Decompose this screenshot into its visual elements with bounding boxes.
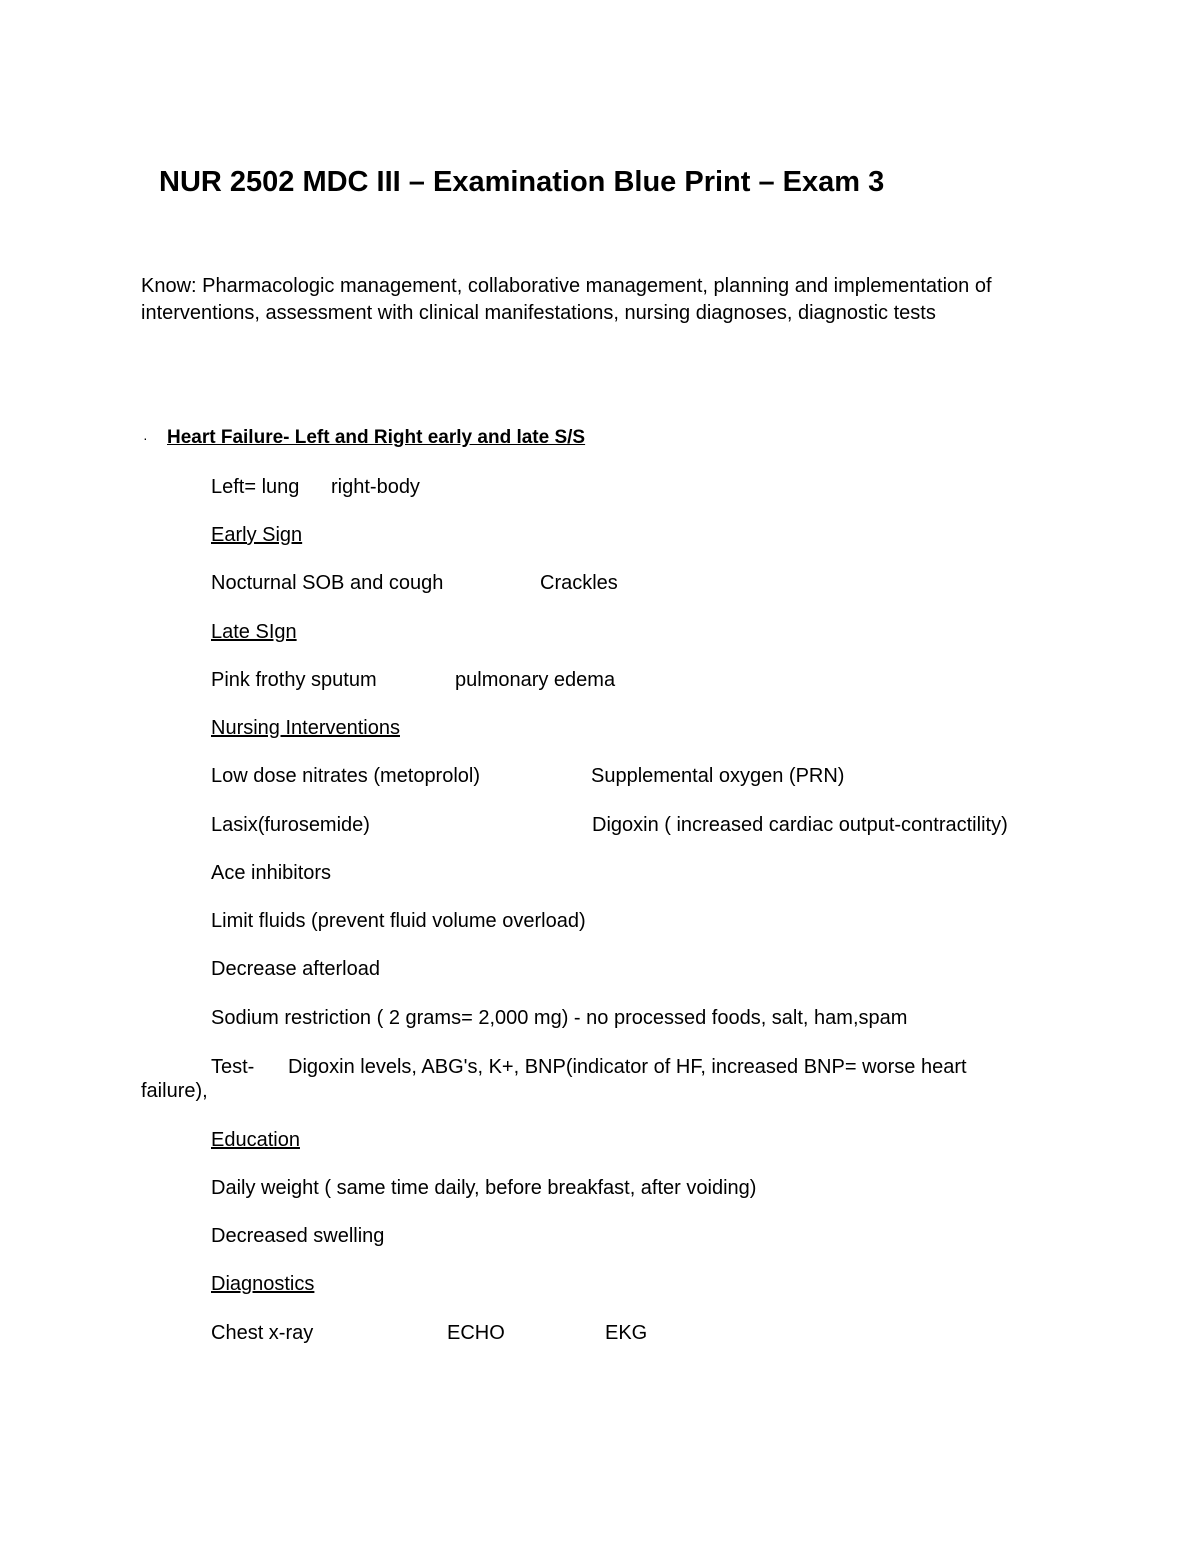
- intervention-item: Decrease afterload: [211, 958, 380, 980]
- intervention-item: Low dose nitrates (metoprolol): [211, 765, 481, 787]
- test-text-wrap: failure),: [141, 1080, 208, 1102]
- left-lung-text: Left= lung: [211, 476, 300, 498]
- early-sign-heading: Early Sign: [211, 524, 303, 546]
- intervention-item: Lasix(furosemide): [211, 814, 370, 836]
- nursing-interventions-heading: Nursing Interventions: [211, 717, 400, 739]
- section-heading: Heart Failure- Left and Right early and late S/S: [167, 427, 586, 448]
- test-label: Test-: [211, 1056, 255, 1078]
- intervention-item: Digoxin ( increased cardiac output-contractility): [592, 814, 1008, 836]
- diagnostic-item: ECHO: [447, 1322, 505, 1344]
- bullet-icon: ·: [143, 430, 148, 446]
- education-heading: Education: [211, 1129, 300, 1151]
- know-paragraph: Know: Pharmacologic management, collaborative management, planning and implementation of interventions, assessment with clinical manifestations, nursing diagnoses, diagnostic tests: [141, 275, 992, 324]
- intervention-item: Ace inhibitors: [211, 862, 332, 884]
- education-item: Decreased swelling: [211, 1225, 385, 1247]
- early-sign-item: Crackles: [540, 572, 618, 594]
- late-sign-item: Pink frothy sputum: [211, 669, 377, 691]
- late-sign-heading: Late SIgn: [211, 621, 297, 643]
- intervention-item: Supplemental oxygen (PRN): [591, 765, 845, 787]
- diagnostic-item: Chest x-ray: [211, 1322, 314, 1344]
- education-item: Daily weight ( same time daily, before breakfast, after voiding): [211, 1177, 757, 1199]
- late-sign-item: pulmonary edema: [455, 669, 616, 691]
- diagnostic-item: EKG: [605, 1322, 648, 1344]
- diagnostics-heading: Diagnostics: [211, 1273, 315, 1295]
- intervention-item: Limit fluids (prevent fluid volume overload): [211, 910, 586, 932]
- early-sign-item: Nocturnal SOB and cough: [211, 572, 444, 594]
- right-body-text: right-body: [331, 476, 420, 498]
- intervention-item: Sodium restriction ( 2 grams= 2,000 mg) - no processed foods, salt, ham,spam: [211, 1007, 908, 1029]
- page-title: NUR 2502 MDC III – Examination Blue Print – Exam 3: [159, 166, 885, 198]
- test-text: Digoxin levels, ABG's, K+, BNP(indicator of HF, increased BNP= worse heart: [288, 1056, 967, 1078]
